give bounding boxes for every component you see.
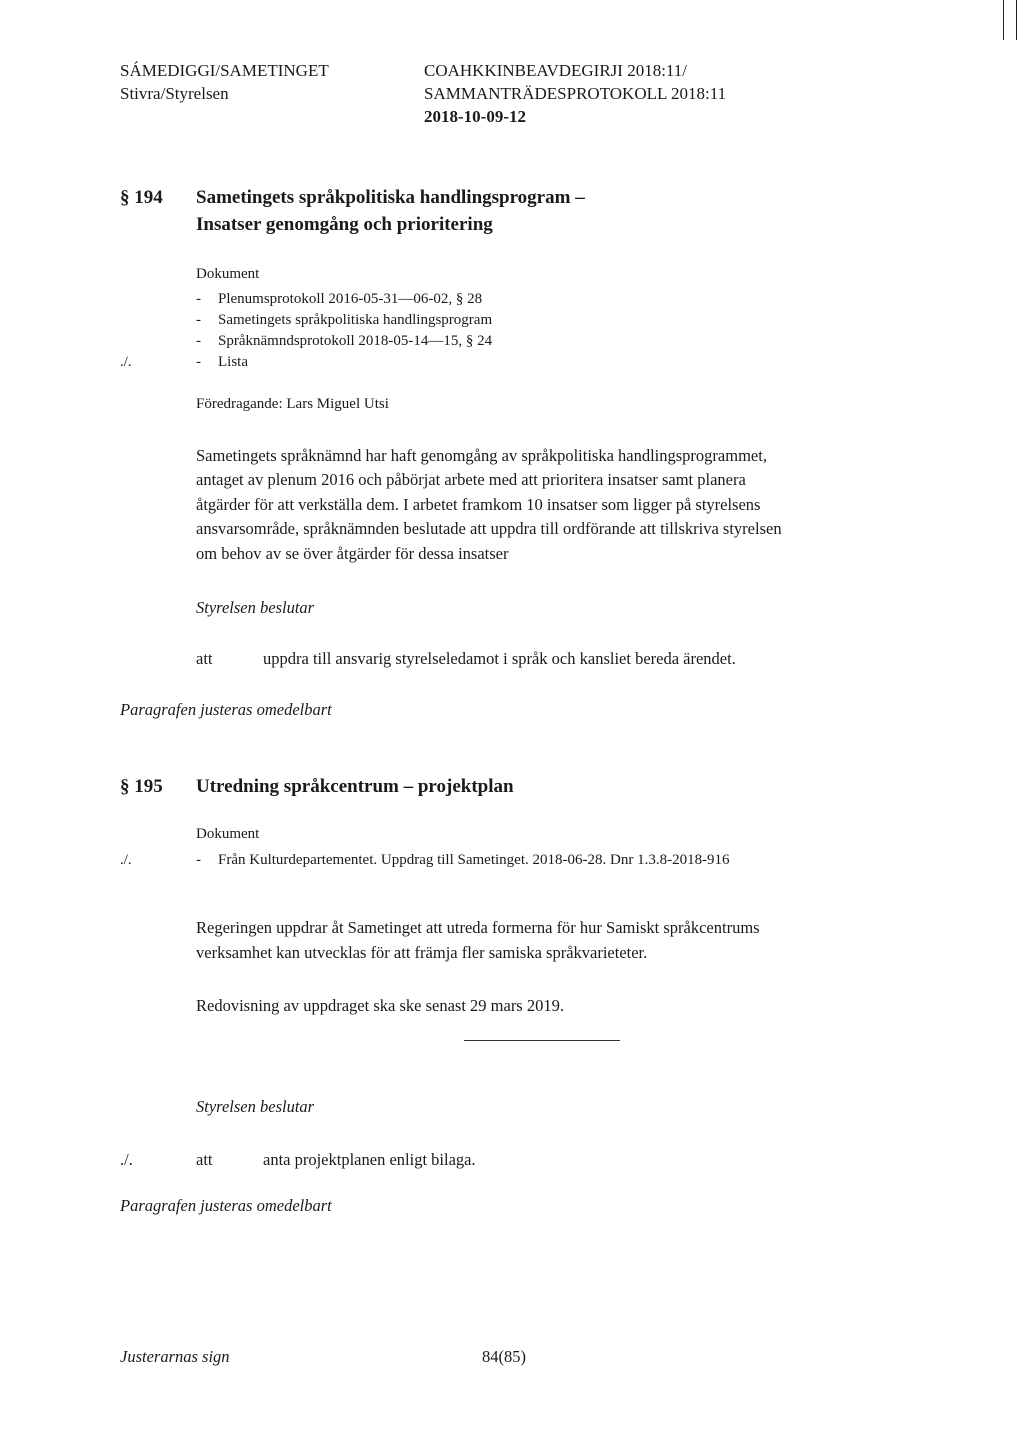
report-deadline: Redovisning av uppdraget ska ske senast 29 mars 2019. bbox=[196, 996, 564, 1015]
section-number: § 195 bbox=[120, 776, 163, 797]
decision-text: uppdra till ansvarig styrelseledamot i språk och kansliet bereda ärendet. bbox=[263, 649, 736, 668]
page-number: 84(85) bbox=[482, 1347, 526, 1366]
body-line: verksamhet kan utvecklas för att främja fler samiska språkvarieteter. bbox=[196, 943, 648, 962]
body-line: antaget av plenum 2016 och påbörjat arbete med att prioritera insatser samt planera bbox=[196, 470, 746, 489]
body-line: åtgärder för att verkställa dem. I arbetet framkom 10 insatser som ligger på styrelsens bbox=[196, 495, 761, 514]
signature-label: Justerarnas sign bbox=[120, 1347, 230, 1366]
section-number: § 194 bbox=[120, 187, 163, 208]
divider-line bbox=[464, 1040, 620, 1041]
section-title: Insatser genomgång och prioritering bbox=[196, 214, 493, 235]
decision-att: att bbox=[196, 649, 213, 668]
body-line: ansvarsområde, språknämnden beslutade att uppdra till ordförande att tillskriva styrelsen bbox=[196, 519, 782, 538]
document-item: - Sametingets språkpolitiska handlingsprogram bbox=[196, 312, 493, 328]
document-item: - Lista bbox=[196, 354, 248, 370]
decision-att: att bbox=[196, 1150, 213, 1169]
attachment-mark: ./. bbox=[120, 852, 132, 868]
body-line: om behov av se över åtgärder för dessa insatser bbox=[196, 544, 509, 563]
header-date: 2018-10-09-12 bbox=[424, 107, 526, 126]
decision-heading: Styrelsen beslutar bbox=[196, 1097, 315, 1116]
header-org: SÁMEDIGGI/SAMETINGET bbox=[120, 61, 329, 80]
documents-heading: Dokument bbox=[196, 266, 260, 282]
document-item: - Språknämndsprotokoll 2018-05-14—15, § 24 bbox=[196, 333, 493, 349]
section-title: Utredning språkcentrum – projektplan bbox=[196, 776, 514, 797]
body-line: Regeringen uppdrar åt Sametinget att utreda formerna för hur Samiskt språkcentrums bbox=[196, 918, 760, 937]
documents-heading: Dokument bbox=[196, 826, 260, 842]
header-dept: Stivra/Styrelsen bbox=[120, 84, 229, 103]
presenter: Föredragande: Lars Miguel Utsi bbox=[196, 396, 389, 412]
adjusted-note: Paragrafen justeras omedelbart bbox=[120, 1196, 332, 1215]
body-line: Sametingets språknämnd har haft genomgång av språkpolitiska handlingsprogrammet, bbox=[196, 446, 767, 465]
decision-text: anta projektplanen enligt bilaga. bbox=[263, 1150, 476, 1169]
header-protocol-swe: SAMMANTRÄDESPROTOKOLL 2018:11 bbox=[424, 84, 727, 103]
document-item: - Från Kulturdepartementet. Uppdrag till Sametinget. 2018-06-28. Dnr 1.3.8-2018-916 bbox=[196, 852, 730, 868]
page-edge-mark bbox=[1016, 0, 1017, 40]
attachment-mark: ./. bbox=[120, 354, 132, 370]
page-edge-mark bbox=[1003, 0, 1004, 40]
document-item: - Plenumsprotokoll 2016-05-31—06-02, § 28 bbox=[196, 291, 483, 307]
header-protocol-sami: COAHKKINBEAVDEGIRJI 2018:11/ bbox=[424, 61, 688, 80]
attachment-mark: ./. bbox=[120, 1150, 133, 1169]
decision-heading: Styrelsen beslutar bbox=[196, 598, 315, 617]
adjusted-note: Paragrafen justeras omedelbart bbox=[120, 700, 332, 719]
section-title: Sametingets språkpolitiska handlingsprogram – bbox=[196, 187, 585, 208]
